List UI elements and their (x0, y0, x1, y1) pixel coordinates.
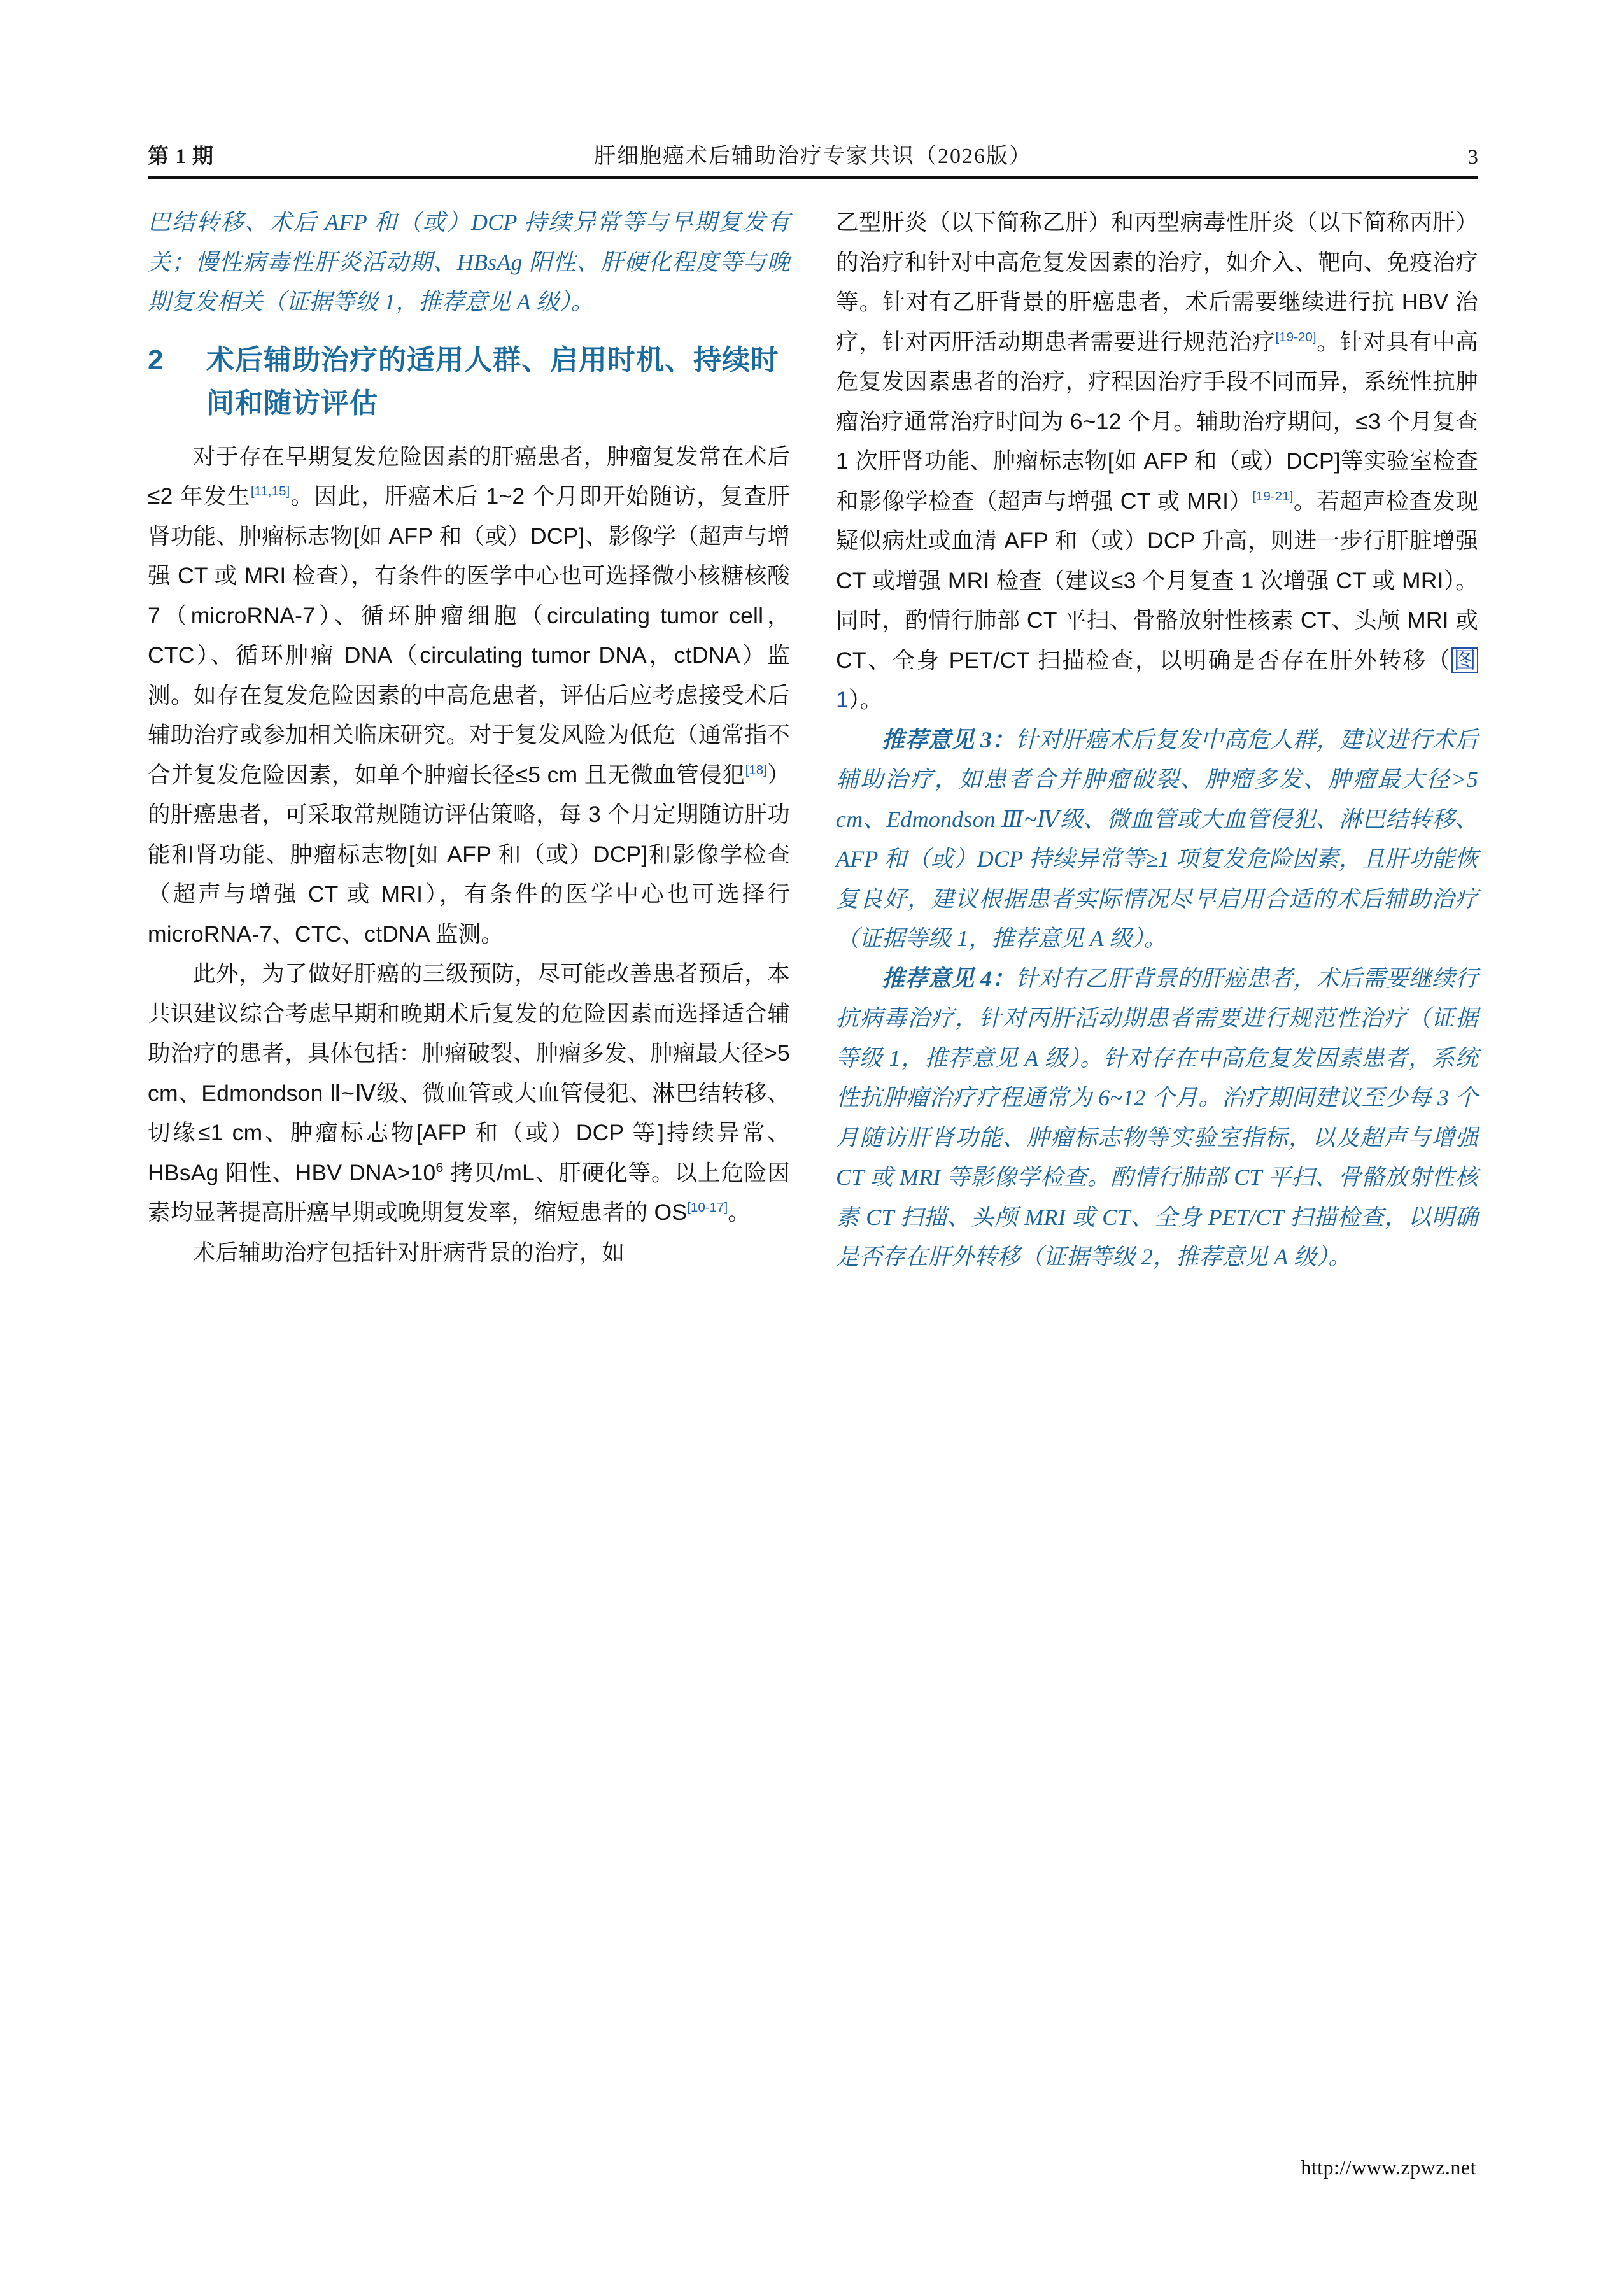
paragraph-text: ）的肝癌患者，可采取常规随访评估策略，每 3 个月定期随访肝功能和肾功能、肿瘤标志物[如 AFP 和（或）DCP]和影像学检查（超声与增强 CT 或 MRI），有条件的医学中心也可选择行 microRNA-7、CTC、ctDNA 监测。 (148, 761, 791, 947)
header-rule (148, 176, 1478, 179)
paragraph-text: 。若超声检查发现疑似病灶或血清 AFP 和（或）DCP 升高，则进一步行肝脏增强 CT 或增强 MRI 检查（建议≤3 个月复查 1 次增强 CT 或 MRI）。同时，酌情行肺部 CT 平扫、骨骼放射性核素 CT、头颅 MRI 或 CT、全身 PET/CT 扫描检查，以明确是否存在肝外转移（ (836, 488, 1478, 673)
recommendation-3 (836, 720, 1478, 959)
right-paragraph-1 (836, 202, 1478, 720)
reference-marker[interactable]: [18] (745, 762, 767, 777)
section-title: 术后辅助治疗的适用人群、启用时机、持续时间和随访评估 (206, 344, 779, 419)
figure-link-icon[interactable]: 图 (1451, 647, 1478, 673)
paragraph-text: 拷贝/mL、肝硬化等。以上危险因素均显著提高肝癌早期或晚期复发率，缩短患者的 OS (148, 1159, 790, 1225)
issue-label: 第 1 期 (148, 145, 214, 168)
recommendation-3-text: 针对肝癌术后复发中高危人群，建议进行术后辅助治疗，如患者合并肿瘤破裂、肿瘤多发、肿瘤最大径>5 cm、Edmondson Ⅲ~Ⅳ级、微血管或大血管侵犯、淋巴结转移、AFP 和（或）DCP 持续异常等≥1 项复发危险因素，且肝功能恢复良好，建议根据患者实际情况尽早启用合适的术后辅助治疗（证据等级 1，推荐意见 A 级）。 (836, 726, 1478, 951)
continued-recommendation-paragraph: 巴结转移、术后 AFP 和（或）DCP 持续异常等与早期复发有关；慢性病毒性肝炎活动期、HBsAg 阳性、肝硬化程度等与晚期复发相关（证据等级 1，推荐意见 A 级）。 (148, 209, 790, 315)
reference-marker[interactable]: [11,15] (250, 484, 290, 499)
page-title: 肝细胞癌术后辅助治疗专家共识（2026版） (594, 145, 1032, 168)
reference-marker[interactable]: [10-17] (687, 1200, 728, 1215)
running-head (148, 125, 1478, 169)
reference-marker[interactable]: [19-20] (1275, 329, 1317, 344)
paragraph-text: 。因此，肝癌术后 1~2 个月即开始随访，复查肝肾功能、肿瘤标志物[如 AFP 和（或）DCP]、影像学（超声与增强 CT 或 MRI 检查），有条件的医学中心也可选择微小核糖核酸 7（microRNA-7）、循环肿瘤细胞（circulating tumor cell，CTC）、循环肿瘤 DNA（circulating tumor DNA，ctDNA）监测。如存在复发危险因素的中高危患者，评估后应考虑接受术后辅助治疗或参加相关临床研究。对于复发风险为低危（通常指不合并复发危险因素，如单个肿瘤长径≤5 cm 且无微血管侵犯 (148, 483, 790, 788)
left-paragraph-3: 术后辅助治疗包括针对肝病背景的治疗，如 (193, 1239, 625, 1265)
recommendation-4-text: 针对有乙肝背景的肝癌患者，术后需要继续行抗病毒治疗，针对丙肝活动期患者需要进行规范性治疗（证据等级 1，推荐意见 A 级）。针对存在中高危复发因素患者，系统性抗肿瘤治疗疗程通常为 6~12 个月。治疗期间建议至少每 3 个月随访肝肾功能、肿瘤标志物等实验室指标，以及超声与增强 CT 或 MRI 等影像学检查。酌情行肺部 CT 平扫、骨骼放射性核素 CT 扫描、头颅 MRI 或 CT、全身 PET/CT 扫描检查，以明确是否存在肝外转移（证据等级 2，推荐意见 A 级）。 (836, 965, 1478, 1270)
left-paragraph-1 (148, 437, 790, 954)
paragraph-text: 。 (728, 1199, 751, 1225)
paragraph-text: 对于存在早期复发危险因素的肝癌患者，肿瘤复发常在术后≤2 年发生 (148, 443, 790, 509)
paragraph-text: 乙型肝炎（以下简称乙肝）和丙型病毒性肝炎（以下简称丙肝）的治疗和针对中高危复发因素的治疗，如介入、靶向、免疫治疗等。针对有乙肝背景的肝癌患者，术后需要继续进行抗 HBV 治疗，针对丙肝活动期患者需要进行规范治疗 (836, 209, 1478, 355)
recommendation-4 (836, 959, 1478, 1277)
right-column (836, 202, 1478, 1277)
exponent: 6 (435, 1159, 444, 1175)
page-number: 3 (1467, 146, 1478, 169)
two-column-body (148, 202, 1478, 1277)
paragraph-text: 此外，为了做好肝癌的三级预防，尽可能改善患者预后，本共识建议综合考虑早期和晚期术后复发的危险因素而选择适合辅助治疗的患者，具体包括：肿瘤破裂、肿瘤多发、肿瘤最大径>5 cm、Edmondson Ⅱ~Ⅳ级、微血管或大血管侵犯、淋巴结转移、切缘≤1 cm、肿瘤标志物[AFP 和（或）DCP 等]持续异常、HBsAg 阳性、HBV DNA>10 (148, 961, 790, 1185)
recommendation-3-label: 推荐意见 3： (882, 726, 1015, 753)
recommendation-4-label: 推荐意见 4： (882, 965, 1015, 991)
paragraph-text: ）。 (848, 687, 883, 712)
section-heading-2 (148, 339, 790, 425)
left-paragraph-2 (148, 954, 790, 1233)
footer-url[interactable]: http://www.zpwz.net (1301, 2156, 1476, 2179)
left-column (148, 202, 790, 1277)
figure-number: 1 (836, 687, 849, 712)
reference-marker[interactable]: [19-21] (1252, 488, 1294, 504)
section-number: 2 (148, 344, 164, 376)
paragraph-text: 。针对具有中高危复发因素患者的治疗，疗程因治疗手段不同而异，系统性抗肿瘤治疗通常治疗时间为 6~12 个月。辅助治疗期间，≤3 个月复查 1 次肝肾功能、肿瘤标志物[如 AFP 和（或）DCP]等实验室检查和影像学检查（超声与增强 CT 或 MRI） (836, 329, 1478, 514)
